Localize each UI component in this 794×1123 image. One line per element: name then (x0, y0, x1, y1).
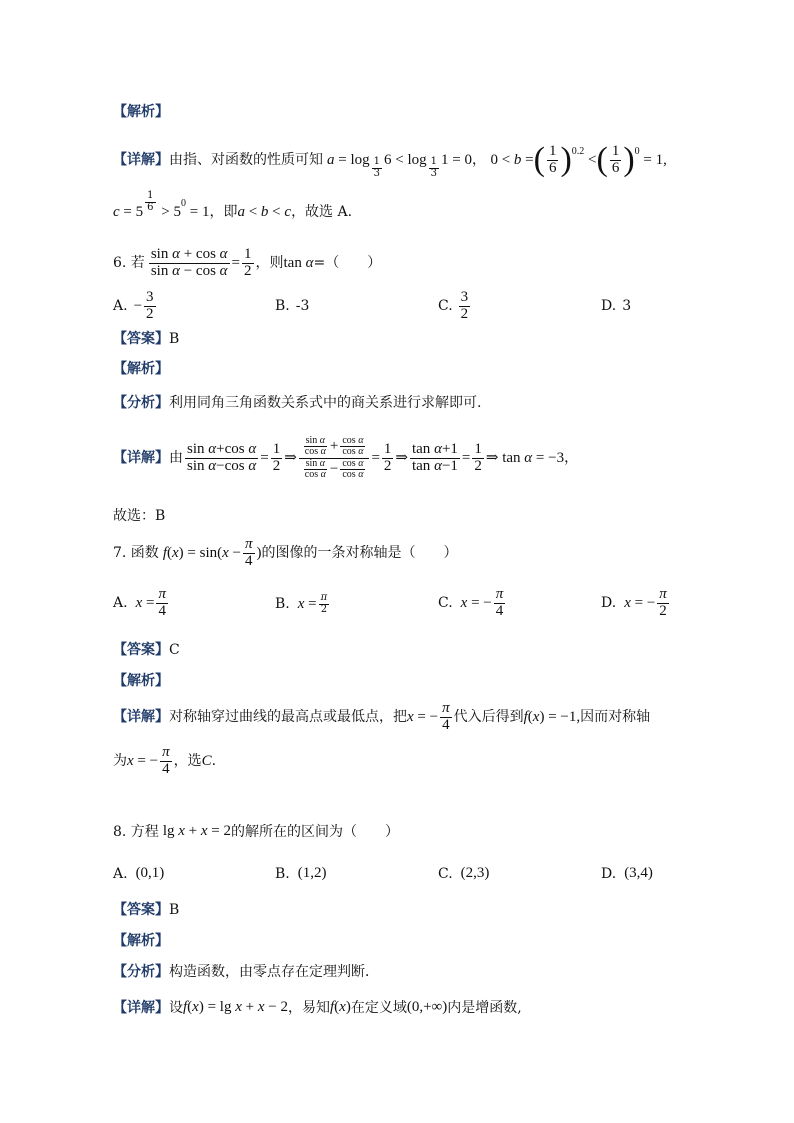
q8-stem: 8. 方程 lg x + x = 2 的解所在的区间为（ ） (113, 823, 400, 840)
q6-approach: 【分析】 利用同角三角函数关系式中的商关系进行求解即可. (113, 395, 482, 411)
q8-option-c[interactable]: C. (2,3) (438, 865, 490, 882)
q6-analysis-label: 【解析】 (113, 361, 169, 377)
q6-option-b[interactable]: B. -3 (275, 298, 310, 314)
q6-stem: 6. 若 $\frac{\text{sin α + cos α}}{\text{sin α − cos α}}$ = $\frac{1}{2}$ ，则 tan α =（ ） (113, 245, 382, 279)
q7-option-a[interactable]: A. x = $\frac{\pi}{4}$ (113, 585, 166, 619)
q7-detail-2: 为 x = − $\frac{\pi}{4}$ ，选 C . (113, 743, 217, 777)
q7-answer-value: C (169, 642, 180, 658)
q6-answer: 【答案】 B (113, 331, 180, 347)
q6-answer-value: B (169, 331, 180, 347)
q6-option-d[interactable]: D. 3 (601, 298, 632, 314)
q6-option-a[interactable]: A. − $\frac{3}{2}$ (113, 288, 154, 322)
q5-detail-text: 由指、对函数的性质可知 (169, 152, 323, 168)
q5-analysis-label (113, 105, 169, 119)
q5-detail-line-2: c = 5 $\frac{1}{6}$ > 5 0 = 1 ，即 a < b < c ，故选 A. (113, 190, 353, 220)
q7-detail: 【详解】 对称轴穿过曲线的最高点或最低点，把 x = − $\frac{\pi}{4}$ 代入后得到 f(x) = −1, 因而对称轴 (113, 699, 651, 733)
detail-tag: 【详解】 (113, 152, 169, 168)
q6-option-c[interactable]: C. $\frac{3}{2}$ (438, 288, 469, 322)
q7-option-c[interactable]: C. x = − $\frac{\pi}{4}$ (438, 585, 504, 619)
q8-answer-value: B (169, 902, 180, 918)
q7-option-b[interactable]: B. x = $\frac{\pi}{2}$ (275, 592, 328, 615)
q7-answer: 【答案】 C (113, 642, 180, 658)
q8-answer: 【答案】 B (113, 902, 180, 918)
q6-detail: 【详解】 由 $\frac{\text{sin α+cos α}}{\text{sin α−cos α}}$ = $\frac{1}{2}$ ⇒ $\frac{\text{sin α}}{\text{cos α}}$ + $\frac{\text{cos α}}{\text{cos α}}$ $\frac{\text{sin α}}{\text{cos α}}$ − $\frac{\text{cos α}}{\text{cos α}}$ = $\frac{1}{2}$ ⇒ $\frac{\text{tan α+1}}{\text{tan α−1}}$ = $\frac{1}{2}$ ⇒ tan α = −3 ， (113, 434, 579, 480)
q8-analysis-label: 【解析】 (113, 933, 169, 949)
q8-option-b[interactable]: B. (1,2) (275, 865, 327, 882)
q8-detail: 【详解】 设 f(x) = lg x + x − 2 ，易知 f(x) 在定义域 (0,+∞) 内是增函数, (113, 999, 522, 1016)
q7-analysis-label: 【解析】 (113, 673, 169, 689)
q5-formula-a: a (327, 151, 335, 168)
q5-detail-line: 【详解】 由指、对函数的性质可知 a = log $\frac{1}{3}$ 6 < log $\frac{1}{3}$ 1 = 0 ， 0 < b = ( $\frac{1}{6}$ ) 0.2 < ( $\frac{1}{6}$ ) 0 = 1, (113, 141, 667, 179)
analysis-tag: 【解析】 (113, 104, 169, 120)
q6-number: 6. 若 (113, 255, 145, 271)
q7-option-d[interactable]: D. x = − $\frac{\pi}{2}$ (601, 585, 667, 619)
q8-option-a[interactable]: A. (0,1) (113, 865, 165, 882)
q8-approach: 【分析】 构造函数，由零点存在定理判断． (113, 964, 379, 980)
q7-stem: 7. 函数 f(x) = sin(x − $\frac{\pi}{4}$ ) 的图像的一条对称轴是（ ） (113, 535, 458, 569)
q8-option-d[interactable]: D. (3,4) (601, 865, 653, 882)
q6-conclusion: 故选：B (113, 508, 166, 524)
